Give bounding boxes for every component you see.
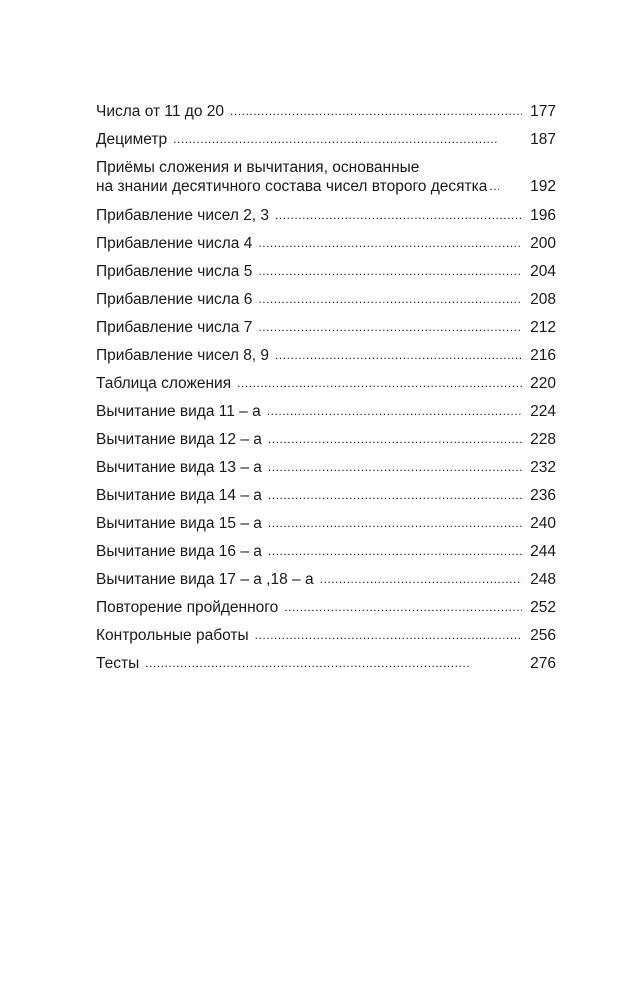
- toc-entry-title: на знании десятичного состава чисел второго десятка: [96, 178, 488, 195]
- toc-entry-page: 248: [530, 571, 556, 588]
- dot-leader: [268, 542, 522, 561]
- toc-entry-page: 200: [530, 235, 556, 252]
- toc-entry-title: Прибавление чисел 2, 3: [96, 207, 270, 224]
- toc-entry[interactable]: [96, 617, 556, 645]
- toc-entry[interactable]: [96, 93, 556, 121]
- dot-leader: [275, 346, 522, 365]
- toc-entry-page: 192: [530, 178, 556, 195]
- toc-entry-title: Вычитание вида 12 – а: [96, 431, 262, 448]
- toc-entry-title: Дециметр: [96, 131, 168, 148]
- dot-leader: [258, 262, 522, 281]
- toc-entry-title: Прибавление числа 5: [96, 263, 253, 280]
- toc-entry-title: Тесты: [96, 655, 140, 672]
- toc-entry[interactable]: [96, 533, 556, 561]
- toc-entry-page: 220: [530, 375, 556, 392]
- toc-entry-title: Вычитание вида 17 – а ,18 – а: [96, 571, 314, 588]
- toc-entry[interactable]: [96, 589, 556, 617]
- toc-entry[interactable]: [96, 505, 556, 533]
- toc-entry-page: 216: [530, 347, 556, 364]
- toc-entry-page: 212: [530, 319, 556, 336]
- toc-entry-title: Прибавление чисел 8, 9: [96, 347, 270, 364]
- toc-entry-page: 256: [530, 627, 556, 644]
- dot-leader: [173, 130, 522, 149]
- toc-entry-page: 208: [530, 291, 556, 308]
- dot-leader: [258, 290, 522, 309]
- toc-entry-title: Прибавление числа 4: [96, 235, 253, 252]
- toc-entry[interactable]: [96, 152, 556, 196]
- toc-entry-page: 232: [530, 459, 556, 476]
- toc-entry[interactable]: [96, 337, 556, 365]
- toc-entry-title: Вычитание вида 14 – а: [96, 487, 262, 504]
- dot-leader: [258, 234, 522, 253]
- toc-entry[interactable]: [96, 309, 556, 337]
- toc-entry-page: 252: [530, 599, 556, 616]
- toc-entry[interactable]: [96, 281, 556, 309]
- toc-entry-page: 196: [530, 207, 556, 224]
- toc-entry-page: 177: [530, 103, 556, 120]
- dot-leader: [145, 654, 522, 673]
- dot-leader: [268, 486, 522, 505]
- toc-entry-page: 276: [530, 655, 556, 672]
- dot-leader: [284, 598, 522, 617]
- toc-entry-page: 228: [530, 431, 556, 448]
- toc-entry-title: Таблица сложения: [96, 375, 232, 392]
- toc-entry[interactable]: [96, 421, 556, 449]
- dot-leader: [320, 570, 522, 589]
- dot-leader: [489, 177, 499, 196]
- dot-leader: [268, 514, 522, 533]
- toc-entry[interactable]: [96, 121, 556, 149]
- toc-entry[interactable]: [96, 365, 556, 393]
- toc-entry-title: Вычитание вида 11 – а: [96, 403, 261, 420]
- dot-leader: [275, 206, 522, 225]
- toc-entry-page: 236: [530, 487, 556, 504]
- toc-entry[interactable]: [96, 225, 556, 253]
- toc-entry-title: Прибавление числа 7: [96, 319, 253, 336]
- toc-entry-page: 224: [530, 403, 556, 420]
- toc-entry-title: Прибавление числа 6: [96, 291, 253, 308]
- dot-leader: [230, 102, 522, 121]
- toc-entry[interactable]: [96, 561, 556, 589]
- toc-entry-title: Числа от 11 до 20: [96, 103, 225, 120]
- dot-leader: [267, 402, 522, 421]
- toc-entry-title: Контрольные работы: [96, 627, 249, 644]
- toc-entry-title-line1: Приёмы сложения и вычитания, основанные: [96, 159, 420, 176]
- toc-entry[interactable]: [96, 477, 556, 505]
- toc-entry-title: Вычитание вида 13 – а: [96, 459, 262, 476]
- toc-entry-title: Вычитание вида 15 – а: [96, 515, 262, 532]
- dot-leader: [237, 374, 522, 393]
- toc-entry[interactable]: [96, 449, 556, 477]
- dot-leader: [258, 318, 522, 337]
- toc-entry[interactable]: [96, 645, 556, 673]
- table-of-contents: [96, 93, 556, 673]
- toc-entry[interactable]: [96, 253, 556, 281]
- toc-entry[interactable]: [96, 197, 556, 225]
- toc-entry-title: Вычитание вида 16 – а: [96, 543, 262, 560]
- toc-entry-page: 244: [530, 543, 556, 560]
- dot-leader: [268, 458, 522, 477]
- dot-leader: [255, 626, 522, 645]
- toc-entry-title: Повторение пройденного: [96, 599, 279, 616]
- toc-entry[interactable]: [96, 393, 556, 421]
- toc-entry-page: 240: [530, 515, 556, 532]
- toc-entry-page: 204: [530, 263, 556, 280]
- dot-leader: [268, 430, 522, 449]
- toc-entry-page: 187: [530, 131, 556, 148]
